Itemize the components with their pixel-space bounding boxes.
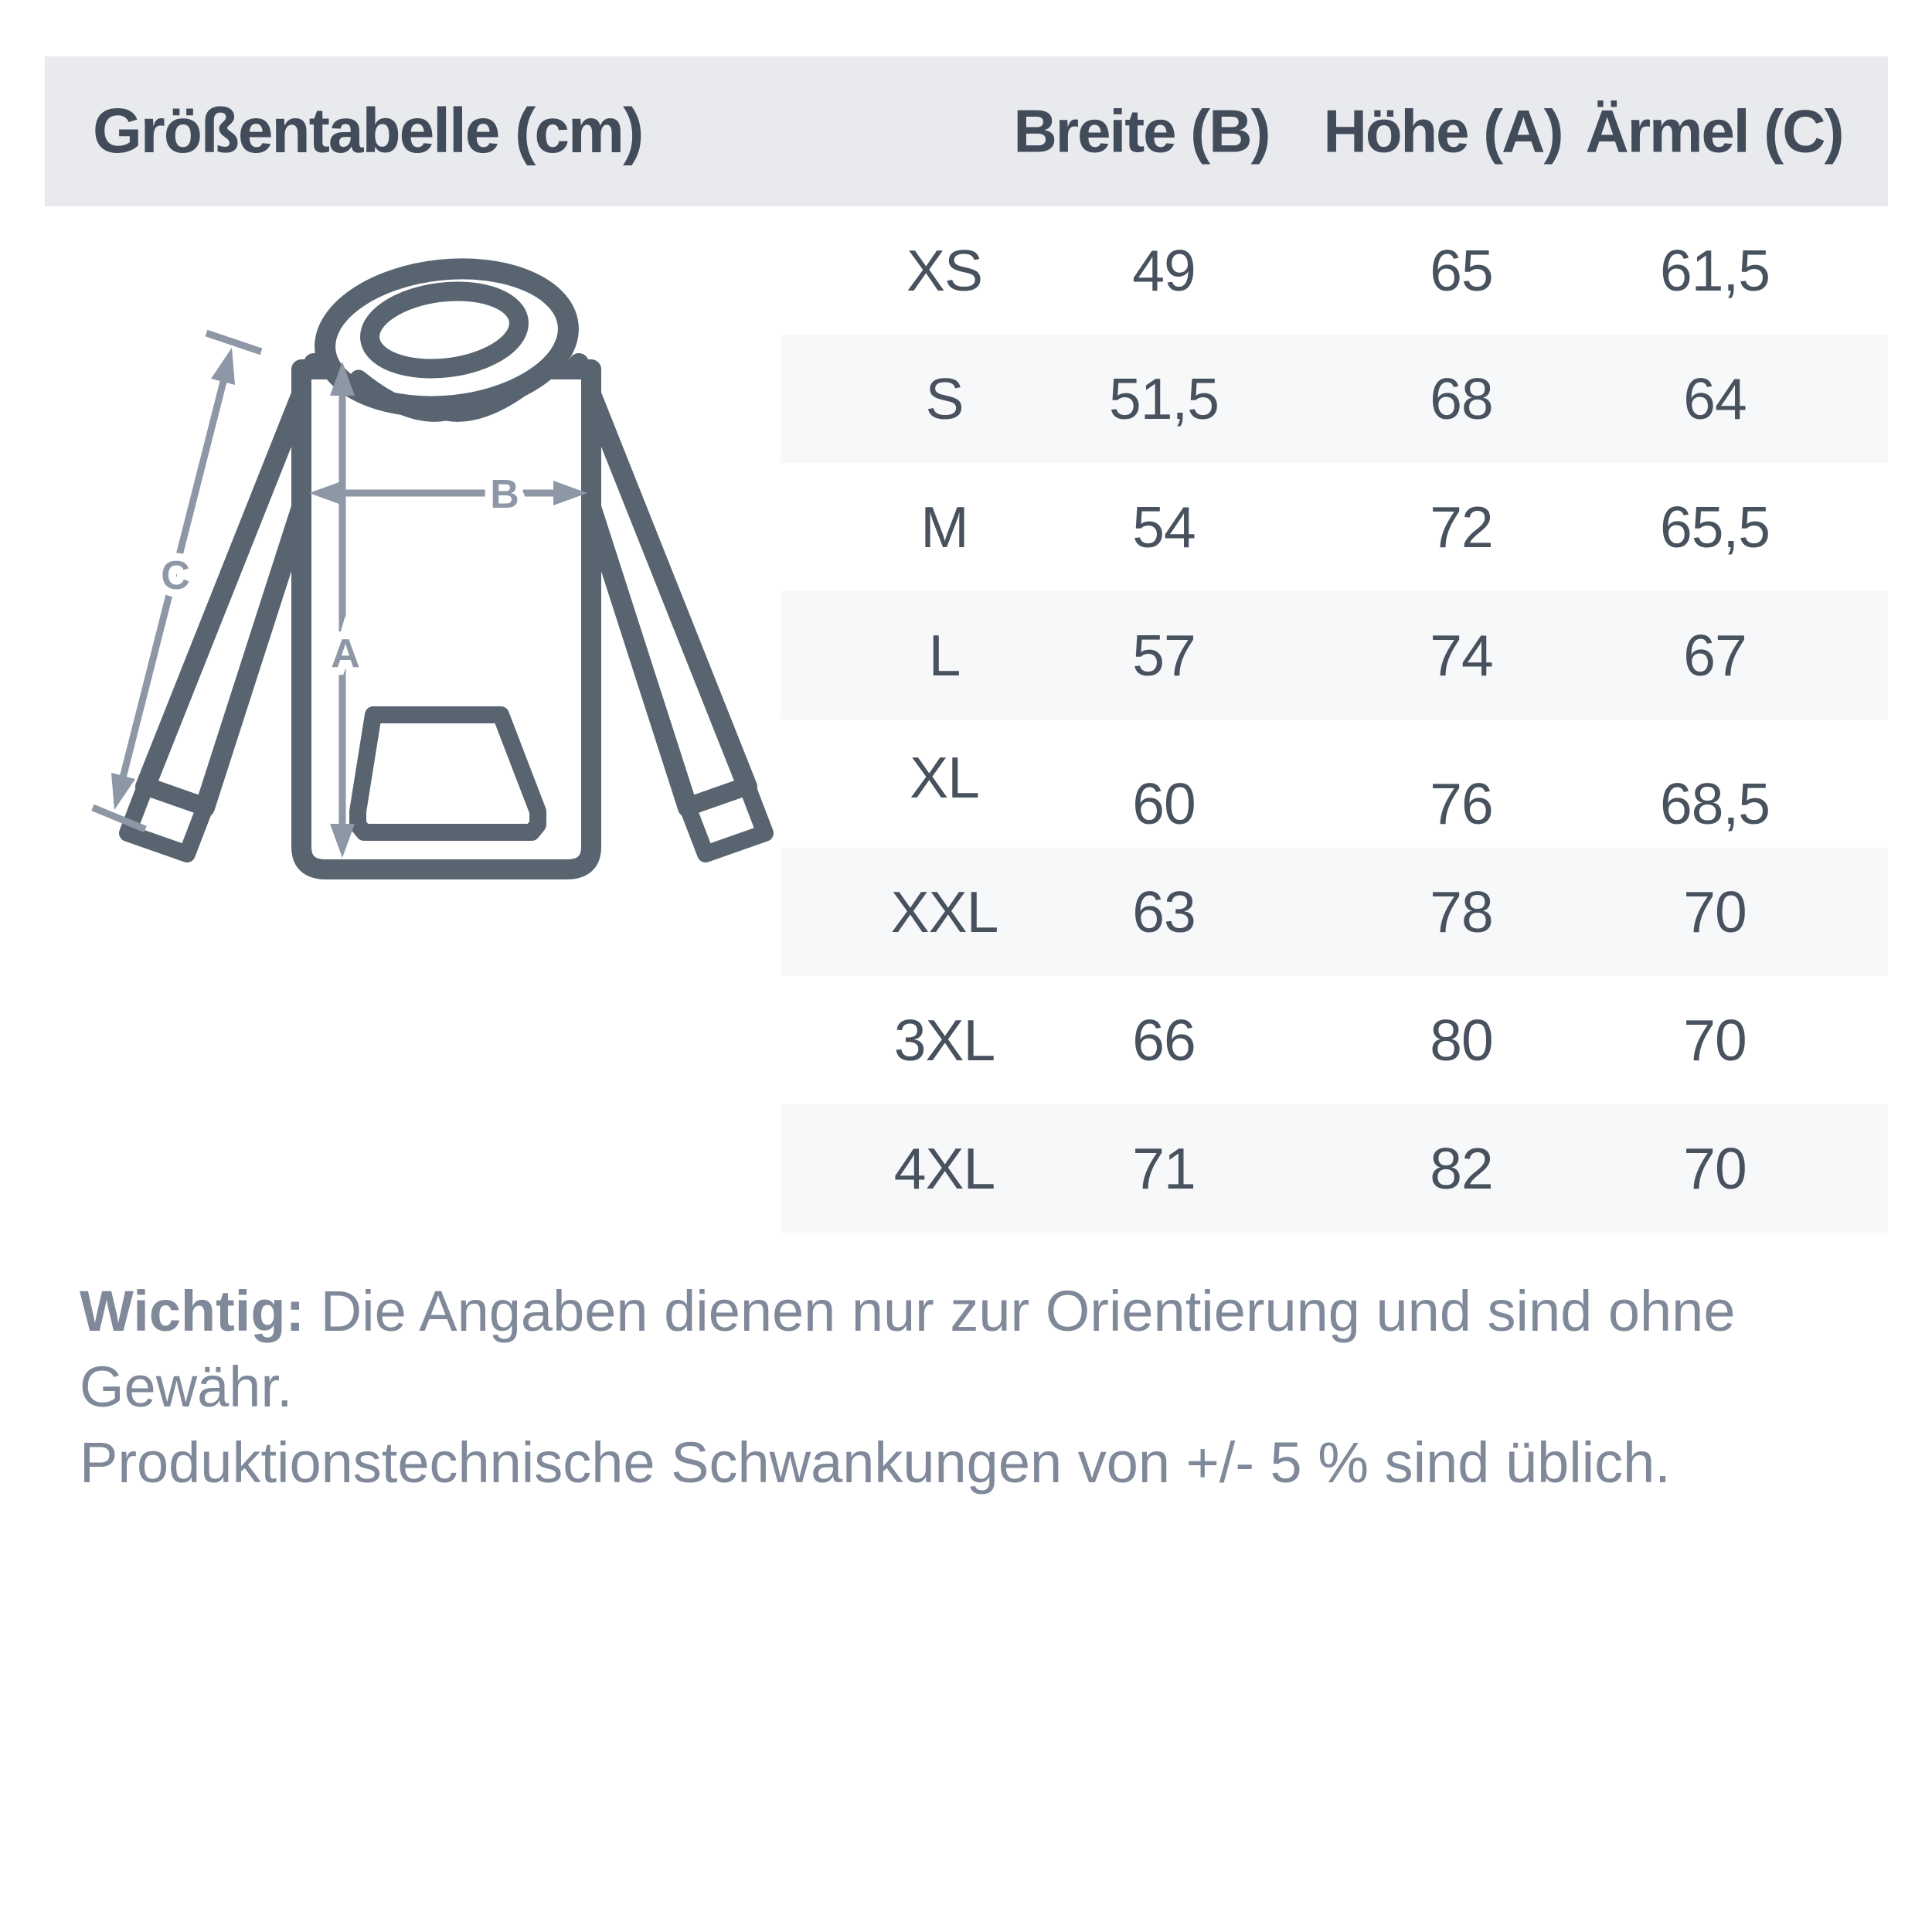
size-label: XL xyxy=(910,745,979,810)
disclaimer-note xyxy=(80,1274,1865,1501)
aermel-value: 61,5 xyxy=(1660,238,1770,303)
page-title: Größentabelle (cm) xyxy=(93,96,643,166)
table-row xyxy=(781,591,1888,719)
aermel-value: 64 xyxy=(1683,366,1747,431)
breite-value: 66 xyxy=(1132,1008,1196,1073)
column-header-aermel: Ärmel (C) xyxy=(1585,97,1843,165)
breite-value: 71 xyxy=(1132,1136,1196,1201)
column-header-breite: Breite (B) xyxy=(1013,97,1270,165)
aermel-value: 70 xyxy=(1683,879,1747,944)
size-label: L xyxy=(928,623,961,688)
breite-value: 63 xyxy=(1132,879,1196,944)
disclaimer-label: Wichtig: xyxy=(80,1279,305,1343)
hoodie-measurement-diagram xyxy=(46,155,804,896)
measure-label-b: B xyxy=(490,472,519,517)
table-row xyxy=(781,848,1888,976)
hoehe-value: 78 xyxy=(1430,879,1493,944)
table-row xyxy=(781,1104,1888,1233)
size-label: XXL xyxy=(890,879,998,944)
hoodie-left-cuff xyxy=(128,787,205,854)
aermel-value: 67 xyxy=(1683,623,1747,688)
arrow-c-top-cap xyxy=(206,333,261,352)
breite-value: 60 xyxy=(1132,771,1196,836)
hoehe-value: 82 xyxy=(1430,1136,1493,1201)
table-row xyxy=(781,335,1888,463)
disclaimer-text-2: Produktionstechnische Schwankungen von +/- 5 % sind üblich. xyxy=(80,1430,1671,1495)
size-label: 4XL xyxy=(893,1136,995,1201)
size-label: 3XL xyxy=(893,1008,995,1073)
hoodie-pocket xyxy=(358,715,538,832)
hoehe-value: 68 xyxy=(1430,366,1493,431)
size-label: M xyxy=(920,495,968,560)
size-label: XS xyxy=(906,238,983,303)
disclaimer-text-1: Die Angaben dienen nur zur Orientierung und sind ohne Gewähr. xyxy=(80,1279,1736,1419)
hoehe-value: 65 xyxy=(1430,238,1493,303)
column-header-hoehe: Höhe (A) xyxy=(1323,97,1563,165)
aermel-value: 68,5 xyxy=(1660,771,1770,836)
breite-value: 54 xyxy=(1132,495,1196,560)
disclaimer-line-1 xyxy=(80,1274,1865,1425)
size-label: S xyxy=(925,366,964,431)
table-row xyxy=(781,719,1888,848)
aermel-value: 70 xyxy=(1683,1008,1747,1073)
measure-label-a: A xyxy=(331,631,360,676)
hoehe-value: 80 xyxy=(1430,1008,1493,1073)
aermel-value: 70 xyxy=(1683,1136,1747,1201)
aermel-value: 65,5 xyxy=(1660,495,1770,560)
arrow-c-head-top xyxy=(211,348,235,385)
breite-value: 49 xyxy=(1132,238,1196,303)
measure-label-c: C xyxy=(161,553,190,598)
table-row xyxy=(781,976,1888,1104)
breite-value: 57 xyxy=(1132,623,1196,688)
table-row xyxy=(781,206,1888,335)
hoehe-value: 74 xyxy=(1430,623,1493,688)
disclaimer-line-2 xyxy=(80,1425,1865,1501)
hoodie-right-cuff xyxy=(688,787,765,854)
hoodie-right-sleeve xyxy=(579,363,747,808)
size-table xyxy=(781,206,1888,1233)
hoehe-value: 72 xyxy=(1430,495,1493,560)
breite-value: 51,5 xyxy=(1109,366,1219,431)
table-row xyxy=(781,463,1888,591)
hoehe-value: 76 xyxy=(1430,771,1493,836)
